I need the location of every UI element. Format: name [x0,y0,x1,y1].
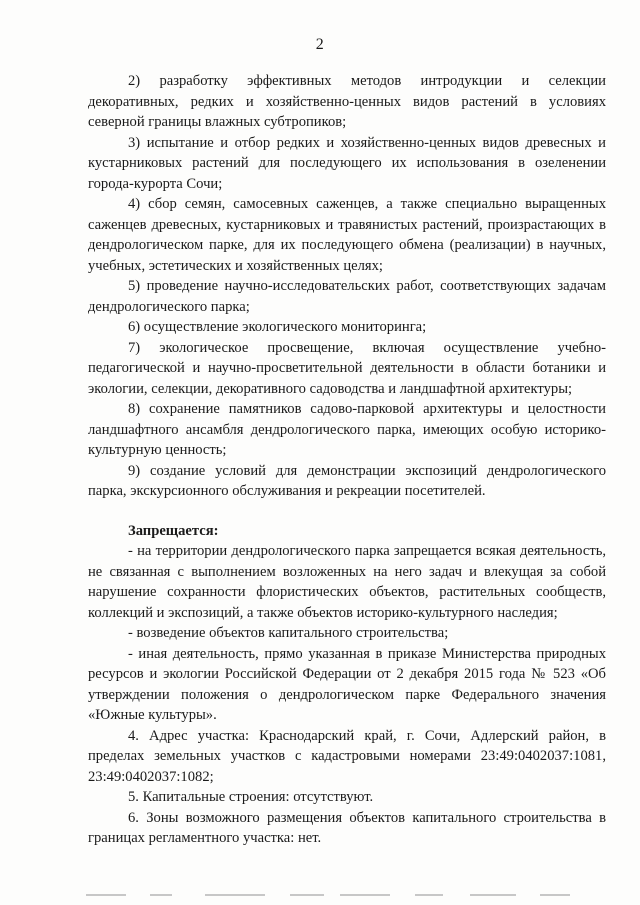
prohibited-item: - возведение объектов капитального строительства; [128,625,449,641]
section-capital-buildings: 5. Капитальные строения: отсутствуют. [128,789,374,805]
goal-item-7: 7) экологическое просвещение, включая осуществление учебно-педагогической и научно-просветительной деятельности в области ботаники и экологии, селекции, декоративного садоводства и ландшафтной архитектуры; [88,339,606,397]
section-construction-zones: 6. Зоны возможного размещения объектов капитального строительства в границах регламентного участка: нет. [88,809,606,846]
prohibited-item: - иная деятельность, прямо указанная в приказе Министерства природных ресурсов и экологии Российской Федерации от 2 декабря 2015 года № 523 «Об утверждении положения о дендрологическом парке Федерального значения «Южные культуры». [88,645,606,723]
goal-item-5: 5) проведение научно-исследовательских работ, соответствующих задачам дендрологического парка; [88,278,606,315]
goal-item-4: 4) сбор семян, самосевных саженцев, а также специально выращенных саженцев древесных, кустарниковых и травянистых растений, произрастающих в дендрологическом парке, для их последующего обмена (реализации) в научных, учебных, эстетических и хозяйственных целях; [88,196,606,274]
goal-item-6: 6) осуществление экологического мониторинга; [128,319,427,335]
goal-item-8: 8) сохранение памятников садово-парковой архитектуры и целостности ландшафтного ансамбля дендрологического парка, имеющих особую историко-культурную ценность; [88,401,606,458]
document-body [88,71,606,849]
page-number: 2 [315,36,325,53]
prohibited-item: - на территории дендрологического парка запрещается всякая деятельность, не связанная с выполнением возложенных на него задач и влекущая за собой нарушение сохранности флористических объектов, растительных сообществ, коллекций и экспозиций, а также объектов историко-культурного наследия; [88,543,606,621]
section-address: 4. Адрес участка: Краснодарский край, г. Сочи, Адлерский район, в пределах земельных участков с кадастровыми номерами 23:49:0402037:1081, 23:49:0402037:1082; [88,727,606,785]
goal-item-3: 3) испытание и отбор редких и хозяйственно-ценных видов древесных и кустарниковых растений для последующего их использования в озеленении города-курорта Сочи; [88,134,606,192]
goal-item-9: 9) создание условий для демонстрации экспозиций дендрологического парка, экскурсионного обслуживания и рекреации посетителей. [88,462,606,499]
goal-item-2: 2) разработку эффективных методов интродукции и селекции декоративных, редких и хозяйственно-ценных видов растений в условиях северной границы влажных субтропиков; [88,73,606,130]
prohibited-heading: Запрещается: [128,522,219,539]
scan-edge-noise [0,890,640,905]
